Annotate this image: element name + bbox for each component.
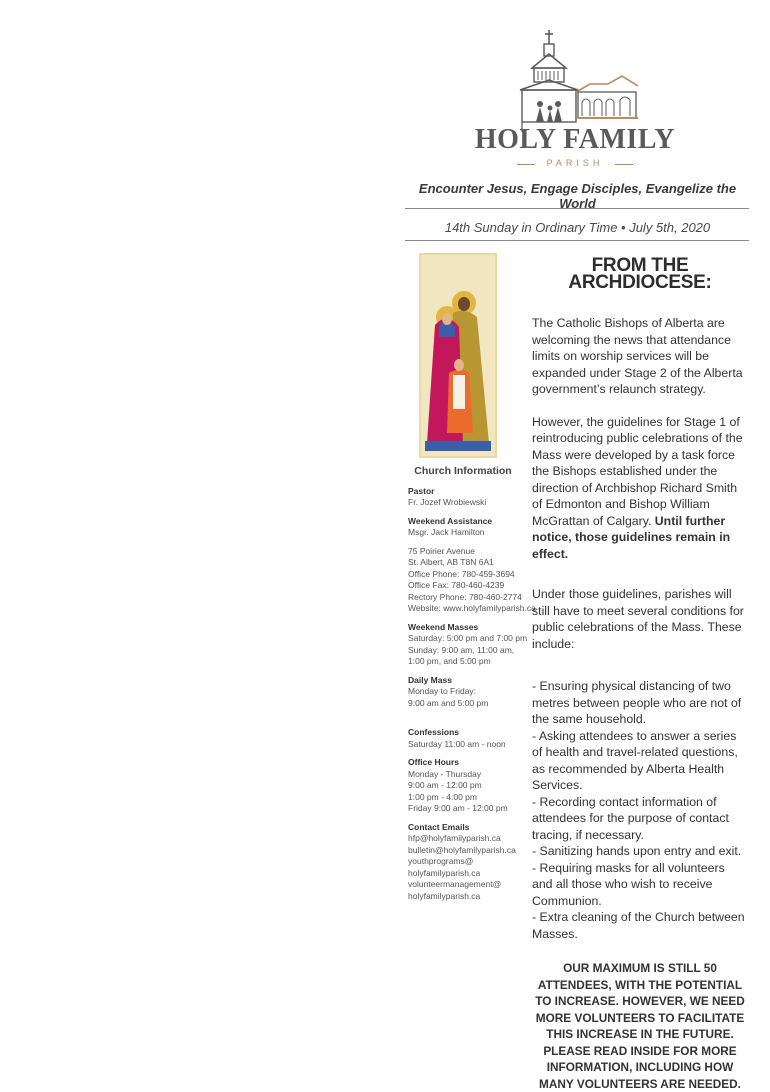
weekend-masses-line: 1:00 pm, and 5:00 pm: [408, 656, 491, 666]
list-item: - Recording contact information of attendees for the purpose of contact tracing, if necessary.: [532, 794, 729, 842]
assist-name: Msgr. Jack Hamilton: [408, 527, 485, 537]
holy-family-icon-image: [419, 253, 497, 458]
office-hours-line: 1:00 pm - 4:00 pm: [408, 791, 477, 802]
divider: [405, 208, 749, 209]
conditions-list: [532, 678, 748, 942]
email-link[interactable]: youthprograms@: [408, 856, 474, 866]
office-hours-label: Office Hours: [408, 757, 460, 767]
list-item: - Sanitizing hands upon entry and exit.: [532, 844, 742, 858]
pastor-label: Pastor: [408, 485, 435, 496]
daily-mass-line: 9:00 am and 5:00 pm: [408, 697, 489, 708]
daily-mass-line: Monday to Friday:: [408, 686, 477, 696]
email-link[interactable]: holyfamilyparish.ca: [408, 867, 481, 878]
article-paragraph: Under those guidelines, parishes will still have to meet several conditions for public celebrations of the Mass. These include:: [532, 587, 744, 651]
weekend-masses-label: Weekend Masses: [408, 621, 479, 632]
parish-subtitle: PARISH: [525, 158, 625, 168]
address-block: [408, 545, 536, 615]
office-phone: Office Phone: 780-459-3694: [408, 568, 515, 579]
list-item: - Ensuring physical distancing of two metres between people who are not of the same household.: [532, 679, 742, 726]
pastor-name: Fr. Jozef Wrobiewski: [408, 497, 487, 507]
divider: [405, 240, 749, 241]
article-paragraph-text: However, the guidelines for Stage 1 of reintroducing public celebrations of the Mass were developed by a task force the Bishops established under the direction of Archbishop Richard Smith of Edmonton and Bishop William McGrattan of Calgary.: [532, 414, 743, 528]
contact-emails-label: Contact Emails: [408, 821, 470, 832]
rectory-phone: Rectory Phone: 780-460-2774: [408, 591, 522, 602]
church-info-title: Church Information: [414, 465, 512, 477]
archdiocese-article: [532, 255, 748, 1092]
daily-mass-label: Daily Mass: [408, 674, 452, 685]
office-hours-line: Friday 9:00 am - 12:00 pm: [408, 803, 508, 813]
email-link[interactable]: bulletin@holyfamilyparish.ca: [408, 844, 516, 855]
assist-label: Weekend Assistance: [408, 515, 493, 526]
weekend-masses-line: Sunday: 9:00 am, 11:00 am,: [408, 644, 515, 655]
confessions-label: Confessions: [408, 727, 460, 737]
article-paragraph: [532, 414, 748, 563]
website-link[interactable]: Website: www.holyfamilyparish.ca: [408, 603, 536, 613]
address-line: 75 Poirier Avenue: [408, 545, 475, 556]
list-item: - Requiring masks for all volunteers and all those who wish to receive Communion.: [532, 860, 725, 908]
confessions-time: Saturday 11:00 am - noon: [408, 738, 506, 749]
office-hours-line: Monday - Thursday: [408, 768, 482, 779]
address-line: St. Albert, AB T8N 6A1: [408, 557, 494, 567]
office-fax: Office Fax: 780-460-4239: [408, 580, 505, 590]
office-hours-line: 9:00 am - 12:00 pm: [408, 780, 482, 790]
volunteer-notice: OUR MAXIMUM IS STILL 50 ATTENDEES, WITH THE POTENTIAL TO INCREASE. HOWEVER, WE NEED MORE VOLUNTEERS TO FACILITATE THIS INCREASE IN THE FUTURE. PLEASE READ INSIDE FOR MORE INFORMATION, INCLUDING HOW MANY VOLUNTEERS ARE NEEDED.: [535, 961, 745, 1091]
tagline: Encounter Jesus, Engage Disciples, Evangelize the World: [418, 181, 737, 211]
email-link[interactable]: hfp@holyfamilyparish.ca: [408, 833, 501, 843]
list-item: - Asking attendees to answer a series of health and travel-related questions, as recommended by Alberta Health Services.: [532, 728, 738, 792]
weekend-masses-line: Saturday: 5:00 pm and 7:00 pm: [408, 633, 528, 643]
email-link[interactable]: volunteermanagement@: [408, 879, 502, 889]
church-info-sidebar: [408, 465, 536, 902]
parish-name: HOLY FAMILY: [474, 124, 676, 155]
list-item: - Extra cleaning of the Church between Masses.: [532, 910, 745, 941]
email-link[interactable]: holyfamilyparish.ca: [408, 890, 481, 901]
liturgical-date: 14th Sunday in Ordinary Time • July 5th, 2020: [444, 220, 711, 235]
article-heading: FROM THE ARCHDIOCESE:: [568, 255, 712, 293]
article-paragraph: The Catholic Bishops of Alberta are welcoming the news that attendance limits on worship services will be expanded under Stage 2 of the Alberta government’s relaunch strategy.: [532, 316, 743, 396]
article-emphasis: Until further notice, those guidelines remain in effect.: [532, 513, 731, 561]
parish-logo-icon: [512, 28, 642, 136]
